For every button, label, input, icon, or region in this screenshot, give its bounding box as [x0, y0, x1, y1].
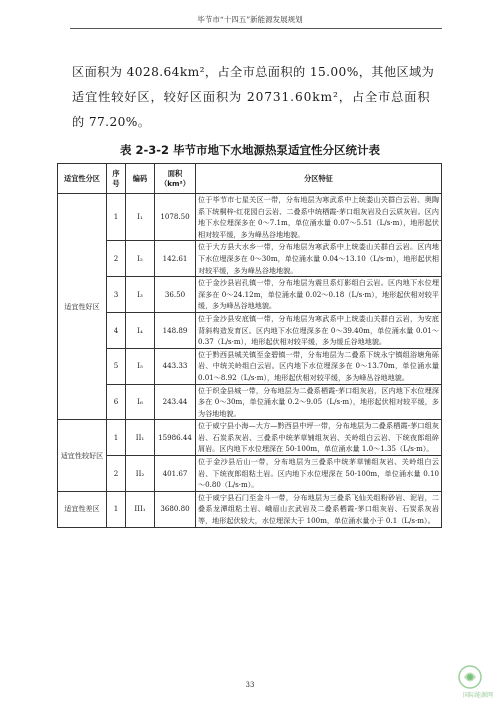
area-cell: 36.50 — [155, 277, 196, 313]
seq-cell: 1 — [107, 491, 126, 527]
header-seq: 序号 — [107, 164, 126, 194]
table-title: 表 2-3-2 毕节市地下水地源热泵适宜性分区统计表 — [119, 143, 381, 157]
features-cell: 位于威宁县石门至金斗一带，分布地层为三叠系飞仙关组粉砂岩、泥岩，二叠系龙潭组粘土岩、峨眉山玄武岩及二叠系栖霞-茅口组灰岩、石炭系灰岩等，地形起伏较大，水位埋深大于 100m，单位涌水量小于 0.1（L/s·m）。 — [196, 491, 442, 527]
table-row — [58, 384, 442, 420]
code-cell: III₁ — [126, 491, 155, 527]
area-cell: 401.67 — [155, 456, 196, 492]
zone-cell: 适宜性较好区 — [58, 420, 107, 492]
area-cell: 142.61 — [155, 241, 196, 277]
seq-cell: 1 — [107, 194, 126, 241]
code-cell: I₆ — [126, 384, 155, 420]
page-header: 毕节市“十四五”新能源发展规划 — [197, 15, 303, 24]
table-row — [58, 312, 442, 348]
paragraph-line: 的 77.20%。 — [72, 115, 151, 129]
code-cell: I₄ — [126, 312, 155, 348]
header-rule — [70, 28, 442, 29]
zone-cell: 适宜性好区 — [58, 194, 107, 420]
table-row — [58, 277, 442, 313]
features-cell: 位于金沙县岩孔镇一带，分布地层为震旦系灯影组白云岩。区内地下水位埋深多在 0～24.12m，单位涌水量 0.02～0.18（L/s·m），地形起伏相对较平缓，多为峰丛谷地地貌。 — [196, 277, 442, 313]
seq-cell: 4 — [107, 312, 126, 348]
code-cell: II₂ — [126, 456, 155, 492]
header-zone: 适宜性分区 — [58, 164, 107, 194]
area-cell: 3680.80 — [155, 491, 196, 527]
table-row — [58, 420, 442, 456]
code-cell: II₁ — [126, 420, 155, 456]
features-cell: 位于织金县城一带，分布地层为二叠系栖霞-茅口组灰岩，区内地下水位埋深多在 0～30m，单位涌水量 0.2～9.05（L/s·m），地形起伏相对较平缓，多为谷地地貌。 — [196, 384, 442, 420]
features-cell: 位于大方县大水乡一带，分布地层为寒武系中上统娄山关群白云岩。区内地下水位埋深多在 0～30m，单位涌水量 0.04～13.10（L/s·m），地形起伏相对较平缓，多为峰丛谷地地貌。 — [196, 241, 442, 277]
table-header-row — [58, 164, 442, 194]
table-row — [58, 348, 442, 384]
table-row — [58, 456, 442, 492]
body-paragraph — [72, 60, 444, 135]
header-area: 面积（km²） — [155, 164, 196, 194]
features-cell: 位于威宁县小海—大方—黔西县中坪一带，分布地层为二叠系栖霞-茅口组灰岩、石炭系灰岩、三叠系中统茅草铺组灰岩、关岭组白云岩、下统夜郎组碎屑岩。区内地下水位埋深在 50-100m，单位涌水量 1.0～1.35（L/s·m）。 — [196, 420, 442, 456]
code-cell: I₃ — [126, 277, 155, 313]
code-cell: I₅ — [126, 348, 155, 384]
area-cell: 148.89 — [155, 312, 196, 348]
area-cell: 243.44 — [155, 384, 196, 420]
seq-cell: 6 — [107, 384, 126, 420]
seq-cell: 1 — [107, 420, 126, 456]
header-features: 分区特征 — [196, 164, 442, 194]
page-number: 33 — [245, 681, 255, 689]
suitability-zone-table — [57, 163, 442, 528]
features-cell: 位于毕节市七星关区一带，分布地层为寒武系中上统娄山关群白云岩、奥陶系下统桐梓-红花园白云岩、二叠系中统栖霞-茅口组灰岩及白云质灰岩。区内地下水位埋深多在 0～7.1m，单位涌水量 0.07～5.51（L/s·m），地形起伏相对较平缓，多为峰丛谷地地貌。 — [196, 194, 442, 241]
code-cell: I₂ — [126, 241, 155, 277]
table-row — [58, 194, 442, 241]
features-cell: 位于金沙县后山一带，分布地层为三叠系中统茅草铺组灰岩、关岭组白云岩、下统夜郎组粘土岩。区内地下水位埋深在 50-100m，单位涌水量 0.10～0.80（L/s·m）。 — [196, 456, 442, 492]
paragraph-line: 适宜性较好区，较好区面积为 20731.60km²，占全市总面积 — [72, 90, 431, 104]
area-cell: 1078.50 — [155, 194, 196, 241]
features-cell: 位于黔西县城关镇至金碧镇一带，分布地层为二叠系下统永宁镇组浴塘角砾岩、中统关岭组白云岩。区内地下水位埋深多在 0～13.70m，单位涌水量 0.01～8.92（L/s·m），地形起伏相对较平缓，多为峰丛谷地地貌。 — [196, 348, 442, 384]
seq-cell: 3 — [107, 277, 126, 313]
area-cell: 15986.44 — [155, 420, 196, 456]
watermark-text: 国际能源网 — [463, 692, 494, 699]
paragraph-line: 区面积为 4028.64km²，占全市总面积的 15.00%，其他区域为 — [72, 65, 435, 79]
table-row — [58, 241, 442, 277]
seq-cell: 5 — [107, 348, 126, 384]
features-cell: 位于金沙县安底镇一带，分布地层为寒武系中上统娄山关群白云岩，为安底背斜构造发育区。区内地下水位埋深多在 0～39.40m，单位涌水量 0.01～0.37（L/s·m），地形起伏相对较平缓，多为缓丘谷地地貌。 — [196, 312, 442, 348]
header-code: 编码 — [126, 164, 155, 194]
seq-cell: 2 — [107, 241, 126, 277]
code-cell: I₁ — [126, 194, 155, 241]
zone-cell: 适宜性差区 — [58, 491, 107, 527]
table-row — [58, 491, 442, 527]
area-cell: 443.33 — [155, 348, 196, 384]
seq-cell: 2 — [107, 456, 126, 492]
